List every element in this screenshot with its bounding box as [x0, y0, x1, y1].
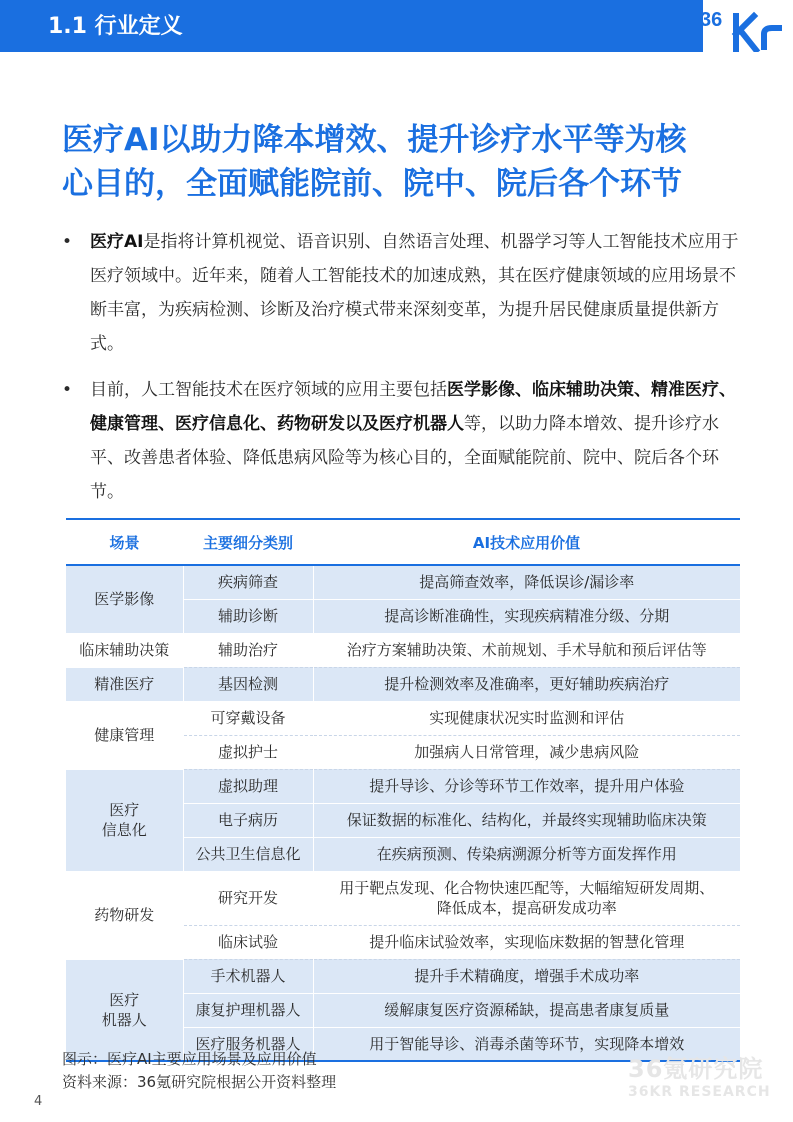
table-row: [66, 667, 740, 701]
caption: [62, 1048, 336, 1094]
page-number: 4: [34, 1094, 43, 1109]
table-row: [66, 633, 740, 667]
svg-text:36: 36: [700, 9, 723, 31]
scene-cell: 医学影像: [66, 565, 183, 633]
application-table: [66, 518, 740, 1062]
table-body: [66, 565, 740, 1061]
source-caption: 资料来源：36氪研究院根据公开资料整理: [62, 1073, 337, 1091]
value-cell: 提高诊断准确性，实现疾病精准分级、分期: [313, 599, 740, 633]
table-row: [66, 769, 740, 803]
watermark-cn: 36氪研究院: [628, 1055, 764, 1083]
bullet-item: [62, 225, 742, 361]
scene-cell: 药物研发: [66, 871, 183, 959]
category-cell: 公共卫生信息化: [183, 837, 313, 871]
category-cell: 电子病历: [183, 803, 313, 837]
category-cell: 虚拟护士: [183, 735, 313, 769]
value-cell: 治疗方案辅助决策、术前规划、手术导航和预后评估等: [313, 633, 740, 667]
heading-line-1: 医疗AI以助力降本增效、提升诊疗水平等为核: [62, 122, 687, 158]
value-cell: 提升检测效率及准确率，更好辅助疾病治疗: [313, 667, 740, 701]
scene-cell: 临床辅助决策: [66, 633, 183, 667]
bullet-text: 等，以助力降本增效、提升诊疗水平、改善患者体验、降低患病风险等为核心目的，全面赋能院前、院中、院后各个环节。: [90, 414, 719, 502]
header-scene: 场景: [66, 519, 183, 565]
value-cell: 用于靶点发现、化合物快速匹配等，大幅缩短研发周期、 降低成本，提高研发成功率: [313, 871, 740, 925]
bullet-dot-icon: •: [62, 232, 73, 252]
main-heading: [62, 118, 742, 206]
category-cell: 临床试验: [183, 925, 313, 959]
category-cell: 辅助诊断: [183, 599, 313, 633]
category-cell: 康复护理机器人: [183, 993, 313, 1027]
value-cell: 提升手术精确度，增强手术成功率: [313, 959, 740, 993]
category-cell: 基因检测: [183, 667, 313, 701]
figure-caption: 图示：医疗AI主要应用场景及应用价值: [62, 1050, 317, 1068]
brand-logo: [692, 0, 793, 52]
value-cell: 加强病人日常管理，减少患病风险: [313, 735, 740, 769]
table-row: [66, 701, 740, 735]
category-cell: 可穿戴设备: [183, 701, 313, 735]
table-row: [66, 565, 740, 599]
scene-cell: 医疗 机器人: [66, 959, 183, 1061]
header-bar: [0, 0, 703, 52]
value-cell: 保证数据的标准化、结构化，并最终实现辅助临床决策: [313, 803, 740, 837]
value-cell: 用于智能导诊、消毒杀菌等环节，实现降本增效: [313, 1027, 740, 1061]
header-value: AI技术应用价值: [313, 519, 740, 565]
value-cell: 在疾病预测、传染病溯源分析等方面发挥作用: [313, 837, 740, 871]
category-cell: 疾病筛查: [183, 565, 313, 599]
bullet-bold-text: 医学影像、临床辅助决策、精准医疗、健康管理、医疗信息化、药物研发以及医疗机器人: [90, 380, 736, 434]
bullet-text: 是指将计算机视觉、语音识别、自然语言处理、机器学习等人工智能技术应用于医疗领域中。近年来，随着人工智能技术的加速成熟，其在医疗健康领域的应用场景不断丰富，为疾病检测、诊断及治疗模式带来深刻变革，为提升居民健康质量提供新方式。: [90, 232, 739, 354]
table-row: [66, 871, 740, 925]
scene-cell: 精准医疗: [66, 667, 183, 701]
value-cell: 提升临床试验效率，实现临床数据的智慧化管理: [313, 925, 740, 959]
category-cell: 虚拟助理: [183, 769, 313, 803]
watermark: [628, 1055, 778, 1101]
watermark-en: 36KR RESEARCH: [628, 1084, 771, 1100]
value-cell: 缓解康复医疗资源稀缺，提高患者康复质量: [313, 993, 740, 1027]
bullet-list: [62, 225, 742, 521]
scene-cell: 医疗 信息化: [66, 769, 183, 871]
value-cell: 实现健康状况实时监测和评估: [313, 701, 740, 735]
header-category: 主要细分类别: [183, 519, 313, 565]
bullet-dot-icon: •: [62, 380, 73, 400]
table-row: [66, 959, 740, 993]
bullet-bold-text: 医疗AI: [90, 232, 144, 252]
table-header-row: [66, 519, 740, 565]
section-title: 1.1 行业定义: [48, 14, 183, 39]
category-cell: 辅助治疗: [183, 633, 313, 667]
category-cell: 手术机器人: [183, 959, 313, 993]
category-cell: 研究开发: [183, 871, 313, 925]
category-cell: 医疗服务机器人: [183, 1027, 313, 1061]
heading-line-2: 心目的，全面赋能院前、院中、院后各个环节: [62, 166, 682, 202]
bullet-text: 目前，人工智能技术在医疗领域的应用主要包括: [90, 380, 447, 400]
scene-cell: 健康管理: [66, 701, 183, 769]
bullet-item: [62, 373, 742, 509]
value-cell: 提高筛查效率，降低误诊/漏诊率: [313, 565, 740, 599]
value-cell: 提升导诊、分诊等环节工作效率，提升用户体验: [313, 769, 740, 803]
